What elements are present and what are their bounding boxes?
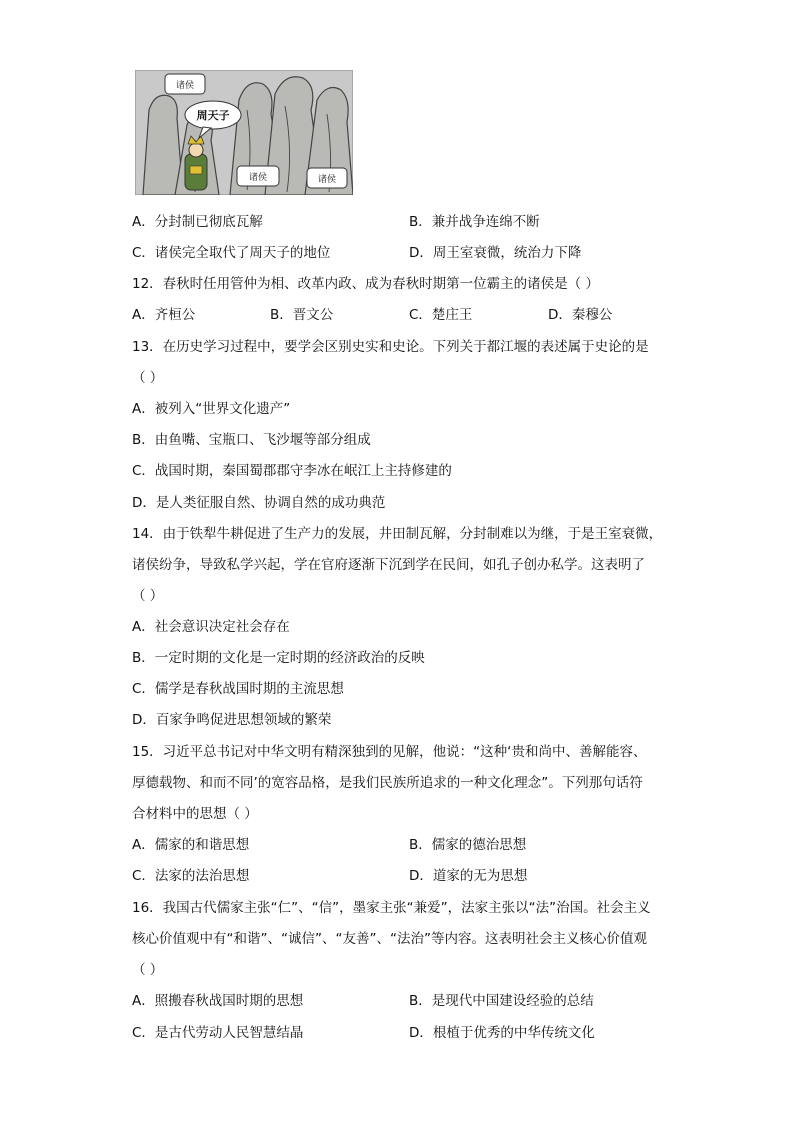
q14-option-c: C．儒学是春秋战国时期的主流思想 — [132, 681, 344, 697]
bubble-bottom-left-label: 诸侯 — [248, 173, 268, 183]
bubble-bottom-right — [307, 168, 347, 188]
q13-stem-line1: 13．在历史学习过程中，要学会区别史实和史论。下列关于都江堰的表述属于史论的是 — [132, 339, 649, 355]
q11-option-c: C．诸侯完全取代了周天子的地位 — [132, 245, 331, 261]
bubble-center-label: 周天子 — [196, 109, 230, 122]
bubble-bottom-left — [237, 166, 279, 186]
q13-option-b: B．由鱼嘴、宝瓶口、飞沙堰等部分组成 — [132, 432, 371, 448]
q12-option-c: C．楚庄王 — [409, 307, 473, 323]
q14-stem-line1: 14．由于铁犁牛耕促进了生产力的发展，井田制瓦解，分封制难以为继，于是王室衰微， — [132, 526, 663, 542]
q14-stem-line2: 诸侯纷争，导致私学兴起，学在官府逐渐下沉到学在民间，如孔子创办私学。这表明了 — [132, 557, 645, 573]
q13-option-c: C．战国时期，秦国蜀郡郡守李冰在岷江上主持修建的 — [132, 463, 452, 479]
q15-option-c: C．法家的法治思想 — [132, 868, 250, 884]
q16-stem-line1: 16．我国古代儒家主张“仁”、“信”，墨家主张“兼爱”，法家主张以“法”治国。社会主义 — [132, 900, 651, 916]
q14-option-b: B．一定时期的文化是一定时期的经济政治的反映 — [132, 650, 425, 666]
q16-stem-line3: （ ） — [132, 962, 164, 978]
q12-option-b: B．晋文公 — [270, 307, 334, 323]
q16-option-c: C．是古代劳动人民智慧结晶 — [132, 1025, 304, 1041]
q11-option-b: B．兼并战争连绵不断 — [409, 214, 540, 230]
q16-stem-line2: 核心价值观中有“和谐”、“诚信”、“友善”、“法治”等内容。这表明社会主义核心价值观 — [132, 931, 647, 947]
q14-option-d: D．百家争鸣促进思想领域的繁荣 — [132, 712, 332, 728]
q11-option-d: D．周王室衰微，统治力下降 — [409, 245, 582, 261]
q15-stem-line2: 厚德载物、和而不同’的宽容品格，是我们民族所追求的一种文化理念”。下列那句话符 — [132, 775, 643, 791]
q12-option-a: A．齐桓公 — [132, 307, 196, 323]
q14-stem-line3: （ ） — [132, 588, 164, 604]
q15-option-b: B．儒家的德治思想 — [409, 837, 527, 853]
q15-option-a: A．儒家的和谐思想 — [132, 837, 250, 853]
q13-option-d: D．是人类征服自然、协调自然的成功典范 — [132, 495, 386, 511]
q15-option-d: D．道家的无为思想 — [409, 868, 528, 884]
q15-stem-line1: 15．习近平总书记对中华文明有精深独到的见解，他说：“这种‘贵和尚中、善解能容、 — [132, 744, 647, 760]
q14-option-a: A．社会意识决定社会存在 — [132, 619, 290, 635]
king-figure — [185, 136, 207, 190]
q16-option-a: A．照搬春秋战国时期的思想 — [132, 993, 304, 1009]
q11-option-a: A．分封制已彻底瓦解 — [132, 214, 263, 230]
q12-option-d: D．秦穆公 — [548, 307, 613, 323]
q15-stem-line3: 合材料中的思想（ ） — [132, 806, 258, 822]
q13-stem-line2: （ ） — [132, 370, 164, 386]
q16-option-b: B．是现代中国建设经验的总结 — [409, 993, 594, 1009]
bubble-top-label: 诸侯 — [175, 81, 195, 91]
cartoon-illustration — [135, 70, 353, 195]
q12-stem: 12．春秋时任用管仲为相、改革内政、成为春秋时期第一位霸主的诸侯是（ ） — [132, 276, 599, 292]
q13-option-a: A．被列入“世界文化遗产” — [132, 401, 291, 417]
bubble-bottom-right-label: 诸侯 — [317, 175, 337, 185]
q16-option-d: D．根植于优秀的中华传统文化 — [409, 1025, 595, 1041]
bubble-top — [165, 74, 205, 94]
